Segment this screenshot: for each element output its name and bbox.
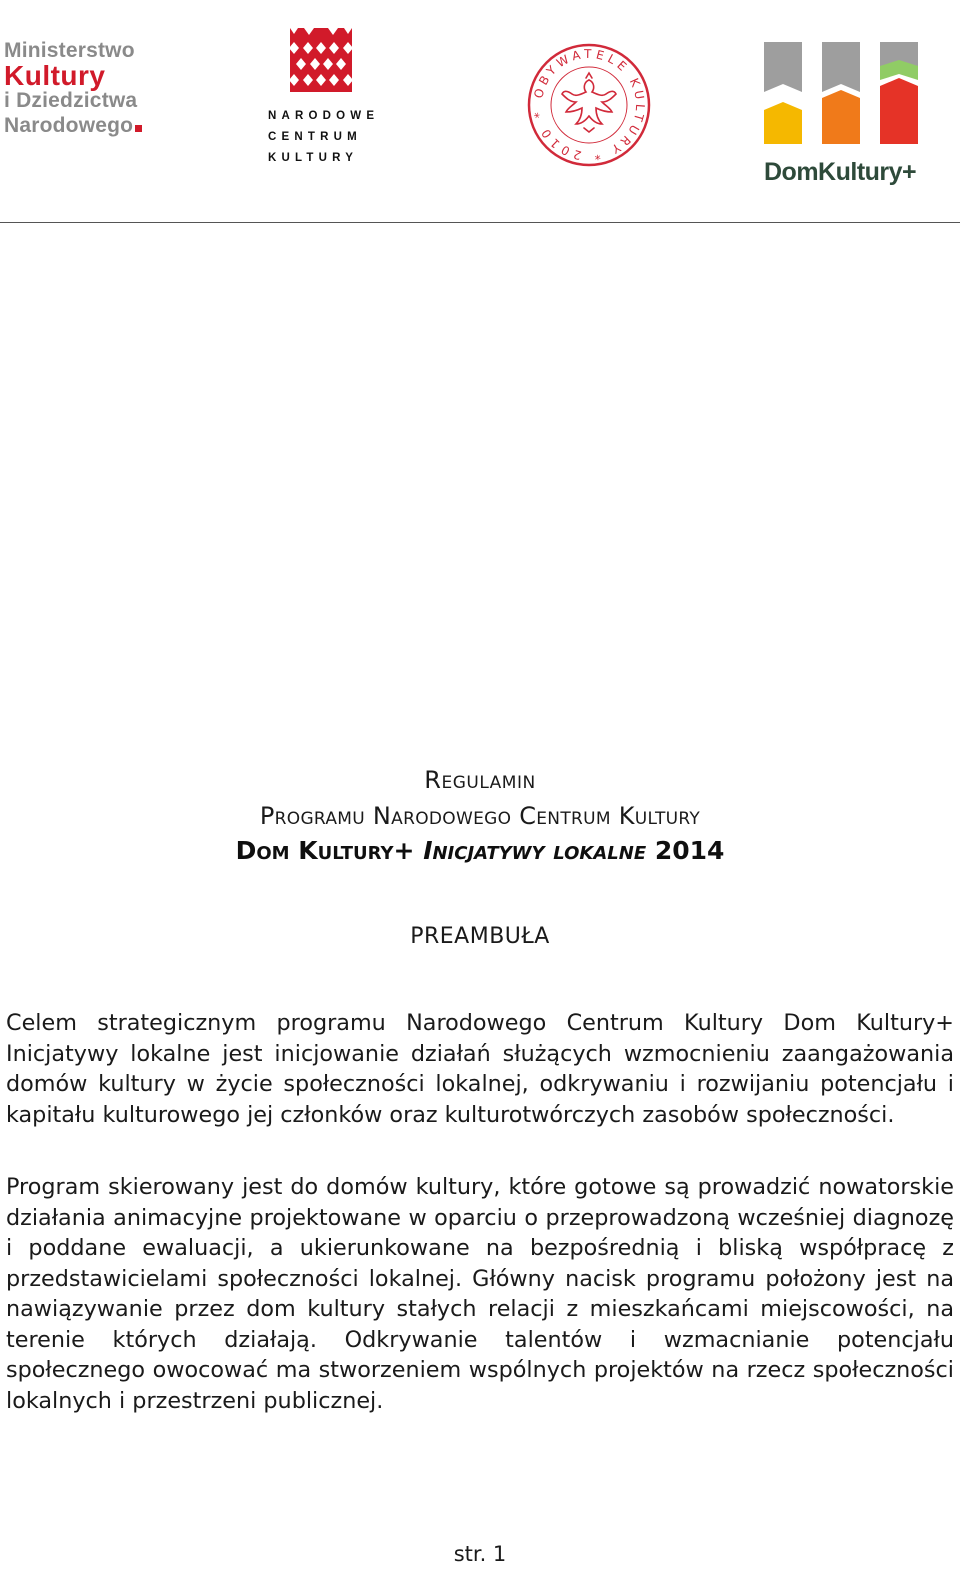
mkidn-line4-text: Narodowego [4,114,134,137]
program-year: 2014 [646,836,725,865]
dk-blocks-icon [760,40,945,158]
eagle-seal-icon [526,42,652,168]
svg-text:OBYWATELE KULTURY * 2010 *: OBYWATELE KULTURY * 2010 * [530,46,648,164]
ministry-of-culture-logo [4,38,174,138]
document-title-line1: Regulamin [424,766,536,794]
mkidn-line3: i Dziedzictwa [4,89,138,112]
mkidn-line1: Ministerstwo [4,39,135,62]
nck-crown-icon [290,28,352,92]
nck-line3: KULTURY [268,152,359,164]
preamble-paragraph-1: Celem strategicznym programu Narodowego Centrum Kultury Dom Kultury+ Inicjatywy lokalne jest inicjowanie działań służących wzmocnieniu zaangażowania domów kultury w życie społeczności lokalnej, odkrywaniu i rozwijaniu potencjału i kapitału kulturowego jej członków oraz kulturotwórczych zasobów społeczności. [6,1010,954,1128]
preamble-paragraph-2: Program skierowany jest do domów kultury, które gotowe są prowadzić nowatorskie działania animacyjne projektowane w oparciu o przeprowadzoną wcześniej diagnozę i poddane ewaluacji, a ukierunkowane na bezpośrednią i bliską współpracę z przedstawicielami społeczności lokalnej. Główny nacisk programu położony jest na nawiązywanie przez dom kultury stałych relacji z mieszkańcami miejscowości, na terenie których działają. Odkrywanie talentów i wzmacnianie potencjału społecznego owocować ma stworzeniem wspólnych projektów na rzecz społeczności lokalnych i przestrzeni publicznej. [6,1174,954,1414]
mkidn-red-square-icon [135,125,142,132]
program-subtitle: Inicjatywy lokalne [423,836,647,865]
nck-line2: CENTRUM [268,131,362,143]
program-name: Dom Kultury+ [235,836,424,865]
document-title-line3 [0,836,960,865]
section-heading-preambula: PREAMBUŁA [410,924,550,949]
header-divider [0,222,960,223]
mkidn-line2: Kultury [4,60,106,91]
mkidn-line4 [4,113,174,138]
page-number: str. 1 [453,1542,507,1566]
nck-line1: NARODOWE [268,110,380,122]
dom-kultury-plus-logo [760,40,950,190]
national-culture-centre-logo [268,28,378,169]
dk-logo-label: DomKultury+ [764,158,917,186]
document-title-line2: Programu Narodowego Centrum Kultury [259,802,701,830]
obywatele-kultury-seal-logo [526,42,652,168]
